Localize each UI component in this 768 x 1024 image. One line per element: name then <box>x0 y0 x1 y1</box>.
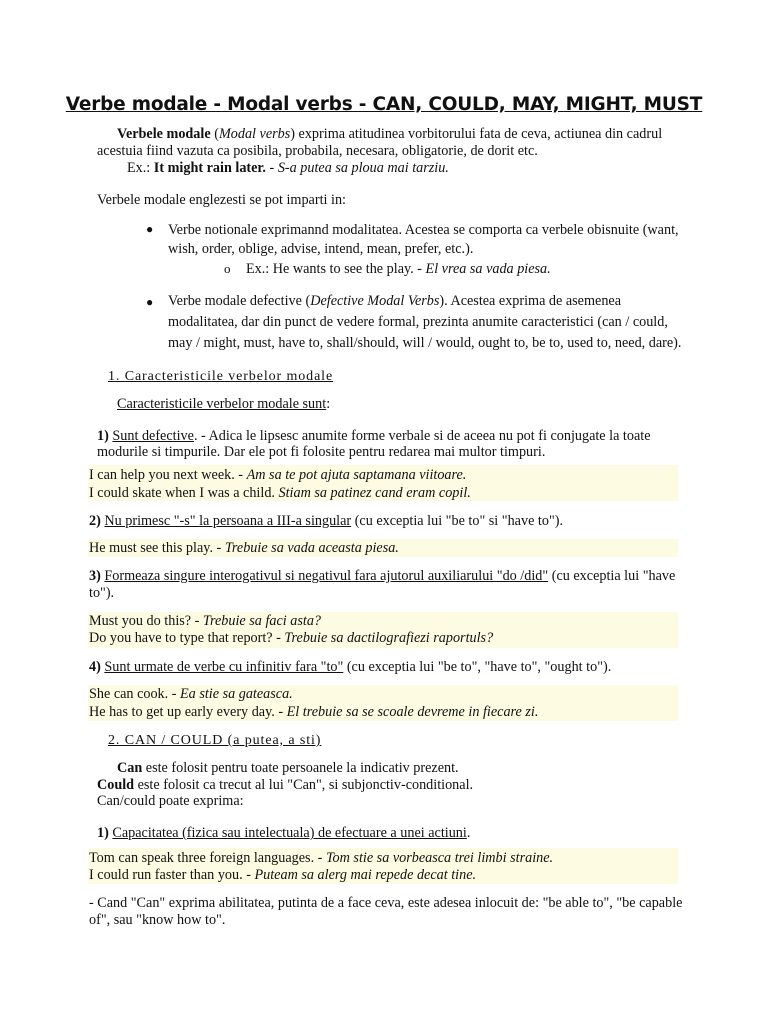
item-4-number: 4) <box>89 659 101 675</box>
bullet-1-line-2: wish, order, oblige, advise, intend, mean, prefer, etc.). <box>168 241 474 257</box>
bullet-2-line-3: may / might, must, have to, shall/should, will / would, ought to, be to, used to, need, dare). <box>168 335 682 351</box>
bullet-1-example-en: Ex.: He wants to see the play. - <box>246 261 426 277</box>
example-ro: El trebuie sa se scoale devreme in fiecare zi. <box>286 704 539 720</box>
intro-term-en: Modal verbs <box>218 126 291 142</box>
intro-rest: ) exprima atitudinea vorbitorului fata de ceva, actiunea din cadrul <box>290 126 663 142</box>
section-2-heading: 2. CAN / COULD (a putea, a sti) <box>108 733 322 748</box>
item-3-text: (cu exceptia lui "have <box>548 568 676 584</box>
section-1-lead-text: Caracteristicile verbelor modale sunt <box>117 396 327 412</box>
example-ro: Trebuie sa faci asta? <box>202 613 322 629</box>
example-line <box>89 630 493 647</box>
example-en: She can cook. - <box>89 686 181 702</box>
section-2-line-1 <box>117 760 459 777</box>
section-2-line-1-text: este folosit pentru toate persoanele la indicativ prezent. <box>142 760 459 776</box>
section-2-can: Can <box>117 760 143 776</box>
intro-line-1 <box>117 126 662 143</box>
bullet-2-text-a: Verbe modale defective ( <box>168 293 311 309</box>
bullet-2-line-2: modalitatea, dar din punct de vedere formal, prezinta anumite caracteristici (can / could, <box>168 314 668 330</box>
example-line <box>89 867 476 884</box>
item-3-line-2: to"). <box>89 585 115 601</box>
example-ro: Stiam sa patinez cand eram copil. <box>278 485 471 501</box>
section-2-line-2 <box>97 777 473 794</box>
example-en: He must see this play. - <box>89 540 225 556</box>
section-2-note-line-2: of", sau "know how to". <box>89 912 226 928</box>
intro-example-sep: - <box>265 160 278 176</box>
example-ro: Trebuie sa vada aceasta piesa. <box>224 540 399 556</box>
bullet-1-example <box>246 261 551 278</box>
example-line <box>89 686 293 703</box>
bullet-1-example-ro: El vrea sa vada piesa. <box>425 261 551 277</box>
intro-example <box>127 160 449 177</box>
section-2-item-1-title: Capacitatea (fizica sau intelectuala) de efectuare a unei actiuni <box>112 825 467 841</box>
section-2-line-2-text: este folosit ca trecut al lui "Can", si subjonctiv-conditional. <box>134 777 474 793</box>
item-4-text: (cu exceptia lui "be to", "have to", "ought to"). <box>343 659 612 675</box>
item-1-text: . - Adica le lipsesc anumite forme verbale si de aceea nu pot fi conjugate la toate <box>193 428 651 444</box>
example-line <box>89 613 321 630</box>
bullet-2-term: Defective Modal Verbs <box>310 293 440 309</box>
bullet-dot: ● <box>146 295 154 309</box>
intro-example-label: Ex.: <box>127 160 154 176</box>
example-line <box>89 704 538 721</box>
example-en: Do you have to type that report? - <box>89 630 285 646</box>
bullet-2-line-1 <box>168 293 621 310</box>
item-1-line-2: modurile si timpurile. Dar ele pot fi folosite pentru redarea mai multor timpuri. <box>97 444 546 460</box>
example-en: I could run faster than you. - <box>89 867 255 883</box>
example-en: I could skate when I was a child. <box>89 485 279 501</box>
example-ro: Trebuie sa dactilografiezi raportuls? <box>284 630 494 646</box>
sub-bullet-circle: o <box>224 261 231 276</box>
item-3-line-1 <box>89 568 675 585</box>
section-2-item-1 <box>97 825 470 842</box>
section-2-line-3: Can/could poate exprima: <box>97 793 244 809</box>
page-title: Verbe modale - Modal verbs - CAN, COULD, MAY, MIGHT, MUST <box>65 94 703 115</box>
intro-example-en: It might rain later. <box>153 160 266 176</box>
example-en: Must you do this? - <box>89 613 203 629</box>
section-2-note-line-1: - Cand "Can" exprima abilitatea, putinta de a face ceva, este adesea inlocuit de: "be able to", "be capable <box>89 895 683 911</box>
example-en: I can help you next week. - <box>89 467 247 483</box>
item-1-line-1 <box>97 428 651 445</box>
item-3-number: 3) <box>89 568 101 584</box>
example-ro: Am sa te pot ajuta saptamana viitoare. <box>246 467 467 483</box>
item-2-number: 2) <box>89 513 101 529</box>
intro-example-ro: S-a putea sa ploua mai tarziu. <box>277 160 449 176</box>
example-en: Tom can speak three foreign languages. - <box>89 850 326 866</box>
section-1-lead-colon: : <box>326 396 331 412</box>
item-2-line-1 <box>89 513 563 530</box>
example-ro: Puteam sa alerg mai repede decat tine. <box>254 867 477 883</box>
item-4-line-1 <box>89 659 611 676</box>
example-line <box>89 467 466 484</box>
division-intro: Verbele modale englezesti se pot imparti in: <box>97 192 346 208</box>
example-en: He has to get up early every day. - <box>89 704 287 720</box>
item-2-text: (cu exceptia lui "be to" si "have to"). <box>351 513 564 529</box>
section-1-heading: 1. Caracteristicile verbelor modale <box>108 369 334 384</box>
intro-paren-open: ( <box>210 126 219 142</box>
section-2-item-1-end: . <box>466 825 471 841</box>
item-1-number: 1) <box>97 428 109 444</box>
example-line <box>89 850 553 867</box>
item-2-title: Nu primesc "-s" la persoana a III-a singular <box>104 513 352 529</box>
section-2-could: Could <box>97 777 135 793</box>
intro-line-2: acestuia fiind vazuta ca posibila, probabila, necesara, obligatorie, de dorit etc. <box>97 143 538 159</box>
item-3-title: Formeaza singure interogativul si negativul fara ajutorul auxiliarului "do /did" <box>104 568 549 584</box>
bullet-dot: ● <box>146 222 154 236</box>
intro-term: Verbele modale <box>117 126 211 142</box>
example-ro: Ea stie sa gateasca. <box>180 686 293 702</box>
item-4-title: Sunt urmate de verbe cu infinitiv fara "to" <box>104 659 344 675</box>
section-1-lead <box>117 396 330 413</box>
bullet-1-line-1: Verbe notionale exprimannd modalitatea. Acestea se comporta ca verbele obisnuite (want, <box>168 222 679 238</box>
example-line <box>89 540 399 557</box>
bullet-2-text-b: ). Acestea exprima de asemenea <box>439 293 622 309</box>
section-2-item-1-number: 1) <box>97 825 109 841</box>
item-1-title: Sunt defective <box>112 428 194 444</box>
example-line <box>89 485 471 502</box>
example-ro: Tom stie sa vorbeasca trei limbi straine. <box>325 850 554 866</box>
